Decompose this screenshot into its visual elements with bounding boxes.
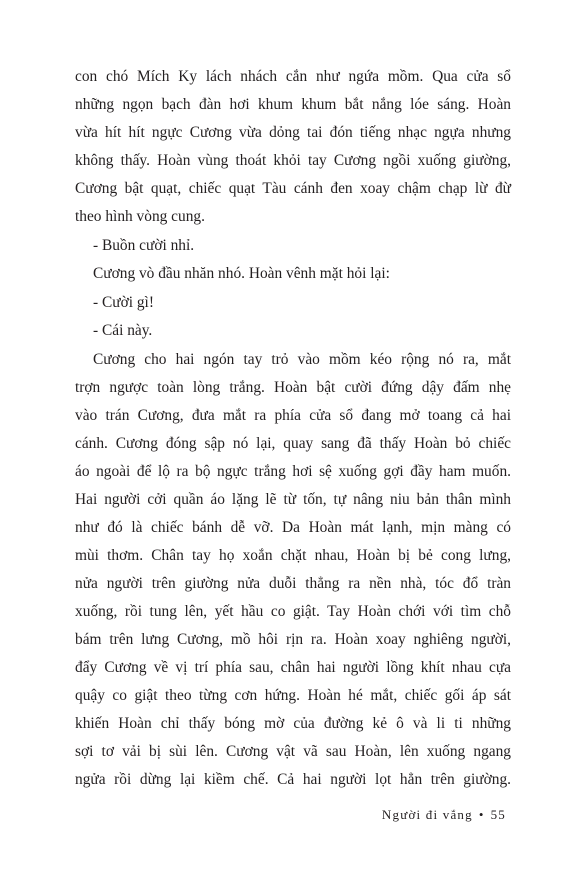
body-text-line: ngửa rồi dừng lại kiềm chế. Cả hai người lọt hẳn trên giường. [75,771,511,788]
body-text-line: xuống, rồi tung lên, yết hầu co giật. Tay Hoàn chới với tìm chỗ [75,603,511,620]
body-text-line: những ngọn bạch đàn hơi khum khum bắt nắng lóe sáng. Hoàn [75,96,511,113]
body-text-line: Cương vò đầu nhăn nhó. Hoàn vênh mặt hỏi lại: [93,265,390,282]
dialogue-line: - Cười gì! [93,294,154,311]
body-text-line: vừa hít hít ngực Cương vừa dỏng tai đón tiếng nhạc ngựa nhưng [75,124,511,141]
page-number: 55 [490,807,506,822]
body-text-line: không thấy. Hoàn vùng thoát khỏi tay Cương ngồi xuống giường, [75,152,511,169]
body-text-line: nửa người trên giường nửa duỗi thẳng ra nền nhà, tóc đổ tràn [75,575,511,592]
page-footer [382,807,506,823]
body-text-line: đẩy Cương về vị trí phía sau, chân hai người lồng khít nhau cựa [75,659,511,676]
body-text-line: Hai người cởi quần áo lặng lẽ từ tốn, tự nâng niu bản thân mình [75,491,511,508]
body-text-line: Cương cho hai ngón tay trỏ vào mồm kéo rộng nó ra, mắt [93,351,511,368]
body-text-line: cánh. Cương đóng sập nó lại, quay sang đã thấy Hoàn bỏ chiếc [75,435,511,452]
body-text-line: khiến Hoàn chỉ thấy bóng mờ của đường kẻ ô và li ti những [75,715,511,732]
body-text-line: như đó là chiếc bánh dễ vỡ. Da Hoàn mát lạnh, mịn màng có [75,519,511,536]
body-text-line: sợi tơ vải bị sùi lên. Cương vật vã sau Hoàn, lên xuống ngang [75,743,511,760]
body-text-line: mùi thơm. Chân tay họ xoắn chặt nhau, Hoàn bị bẻ cong lưng, [75,547,511,564]
body-text-line: con chó Mích Ky lách nhách cắn như ngứa mồm. Qua cửa sổ [75,68,511,85]
body-text-line: Cương bật quạt, chiếc quạt Tàu cánh đen xoay chậm chạp lừ đừ [75,180,511,197]
body-text-line: theo hình vòng cung. [75,208,205,225]
dialogue-line: - Buồn cười nhỉ. [93,237,195,254]
body-text-line: quậy co giật theo từng cơn hứng. Hoàn hé mắt, chiếc gối áp sát [75,687,511,704]
body-text-line: áo ngoài để lộ ra bộ ngực trắng hơi sệ xuống gợi đầy ham muốn. [75,463,511,480]
running-title: Người đi vắng [381,807,473,822]
footer-separator: • [478,807,485,822]
dialogue-line: - Cái này. [93,322,153,339]
body-text-line: vào trán Cương, đưa mắt ra phía cửa sổ đang mở toang cả hai [75,407,511,424]
body-text-line: bám trên lưng Cương, mồ hôi rịn ra. Hoàn xoay nghiêng người, [75,631,511,648]
body-text-line: trợn ngược toàn lòng trắng. Hoàn bật cười đứng dậy đấm nhẹ [75,379,511,396]
